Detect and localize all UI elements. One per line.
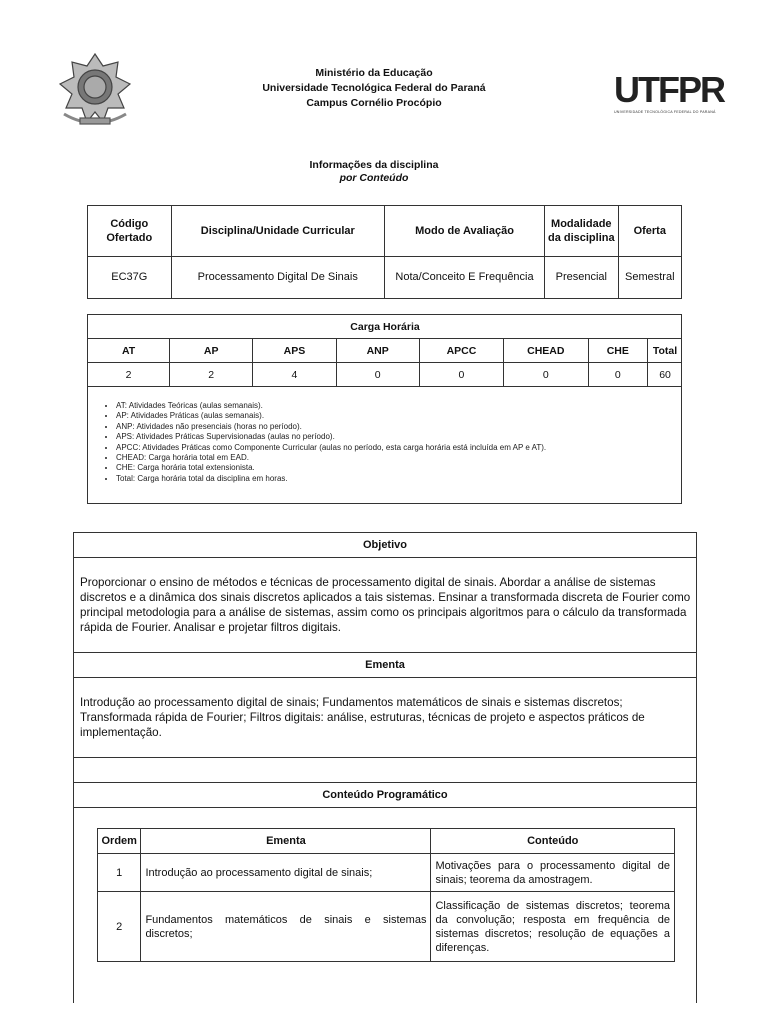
university-line: Universidade Tecnológica Federal do Paraná — [262, 82, 486, 94]
cell-oferta: Semestral — [618, 256, 681, 298]
info-title: Informações da disciplina — [309, 159, 439, 171]
ministry-line: Ministério da Educação — [315, 67, 433, 79]
info-heading — [200, 159, 548, 185]
row-ementa: Fundamentos matemáticos de sinais e sistemas discretos; — [141, 892, 431, 962]
header-conteudo: Conteúdo — [431, 829, 675, 854]
ementa-title: Ementa — [74, 653, 696, 678]
legend-item: • APS: Atividades Práticas Supervisionadas (aulas no período). — [116, 432, 681, 442]
ementa-text: Introdução ao processamento digital de sinais; Fundamentos matemáticos de sinais e sistemas discretos; Transformada rápida de Fourier; Filtros digitais: análise, estruturas, técnicas de projeto e aspectos práticos de implementação. — [80, 696, 645, 739]
disciplina-table — [87, 205, 682, 299]
legend-item: • CHE: Carga horária total extensionista. — [116, 463, 681, 473]
header-chead: CHEAD — [504, 339, 588, 363]
header-ap: AP — [170, 339, 253, 363]
header-total: Total — [648, 339, 682, 363]
row-conteudo: Motivações para o processamento digital de sinais; teorema da amostragem. — [431, 854, 675, 892]
carga-horaria-box — [87, 314, 682, 504]
objetivo-text: Proporcionar o ensino de métodos e técnicas de processamento digital de sinais. Abordar a análise de sistemas discretos e a dinâmica dos sinais discretos aplicados a tais sistemas. Ensinar a transformada discreta de Fourier como principal metodologia para a análise de sistemas, assim como os principais algoritmos para o cálculo da transformada rápida de Fourier. Analisar e projetar filtros digitais. — [80, 576, 691, 634]
row-conteudo: Classificação de sistemas discretos; teorema da convolução; resposta em frequência de sistemas discretos; resolução de equações a diferenças. — [431, 892, 675, 962]
cell-modo-avaliacao: Nota/Conceito E Frequência — [384, 256, 544, 298]
table-row — [98, 892, 675, 962]
header-anp: ANP — [336, 339, 419, 363]
value-total: 60 — [648, 363, 682, 387]
value-chead: 0 — [504, 363, 588, 387]
row-ordem: 1 — [98, 854, 141, 892]
campus-line: Campus Cornélio Procópio — [306, 97, 442, 109]
header-ordem: Ordem — [98, 829, 141, 854]
value-anp: 0 — [336, 363, 419, 387]
info-subtitle: por Conteúdo — [339, 172, 409, 184]
carga-horaria-table — [88, 315, 682, 387]
cell-codigo: EC37G — [88, 256, 172, 298]
carga-horaria-title: Carga Horária — [88, 315, 682, 339]
header-che: CHE — [588, 339, 648, 363]
institution-header — [200, 66, 548, 111]
value-che: 0 — [588, 363, 648, 387]
header-apcc: APCC — [419, 339, 503, 363]
header-oferta: Oferta — [618, 206, 681, 257]
objetivo-title: Objetivo — [74, 533, 696, 558]
utfpr-logo — [614, 69, 724, 116]
logo-subtext: UNIVERSIDADE TECNOLÓGICA FEDERAL DO PARANÁ — [614, 110, 716, 114]
legend-item: • APCC: Atividades Práticas como Componente Curricular (aulas no período, esta carga horária está incluída em AP e AT). — [116, 443, 681, 453]
value-at: 2 — [88, 363, 170, 387]
legend-item: • CHEAD: Carga horária total em EAD. — [116, 453, 681, 463]
disciplina-sections — [73, 532, 697, 1003]
header-modalidade: Modalidade da disciplina — [545, 206, 618, 257]
table-row — [98, 854, 675, 892]
carga-legend — [116, 401, 681, 484]
cell-disciplina: Processamento Digital De Sinais — [171, 256, 384, 298]
legend-item: • AT: Atividades Teóricas (aulas semanais). — [116, 401, 681, 411]
value-apcc: 0 — [419, 363, 503, 387]
header-modo-avaliacao: Modo de Avaliação — [384, 206, 544, 257]
header-ementa: Ementa — [141, 829, 431, 854]
header-at: AT — [88, 339, 170, 363]
conteudo-table — [97, 828, 675, 962]
conteudo-title: Conteúdo Programático — [74, 783, 696, 808]
legend-item: • ANP: Atividades não presenciais (horas no período). — [116, 422, 681, 432]
row-ordem: 2 — [98, 892, 141, 962]
legend-item: • AP: Atividades Práticas (aulas semanais). — [116, 411, 681, 421]
header-aps: APS — [253, 339, 336, 363]
cell-modalidade: Presencial — [545, 256, 618, 298]
legend-item: • Total: Carga horária total da disciplina em horas. — [116, 474, 681, 484]
header-disciplina: Disciplina/Unidade Curricular — [171, 206, 384, 257]
header-codigo: Código Ofertado — [88, 206, 172, 257]
brasao-seal-icon — [58, 52, 132, 132]
logo-text: UTFPR — [614, 69, 724, 110]
value-ap: 2 — [170, 363, 253, 387]
value-aps: 4 — [253, 363, 336, 387]
row-ementa: Introdução ao processamento digital de sinais; — [141, 854, 431, 892]
